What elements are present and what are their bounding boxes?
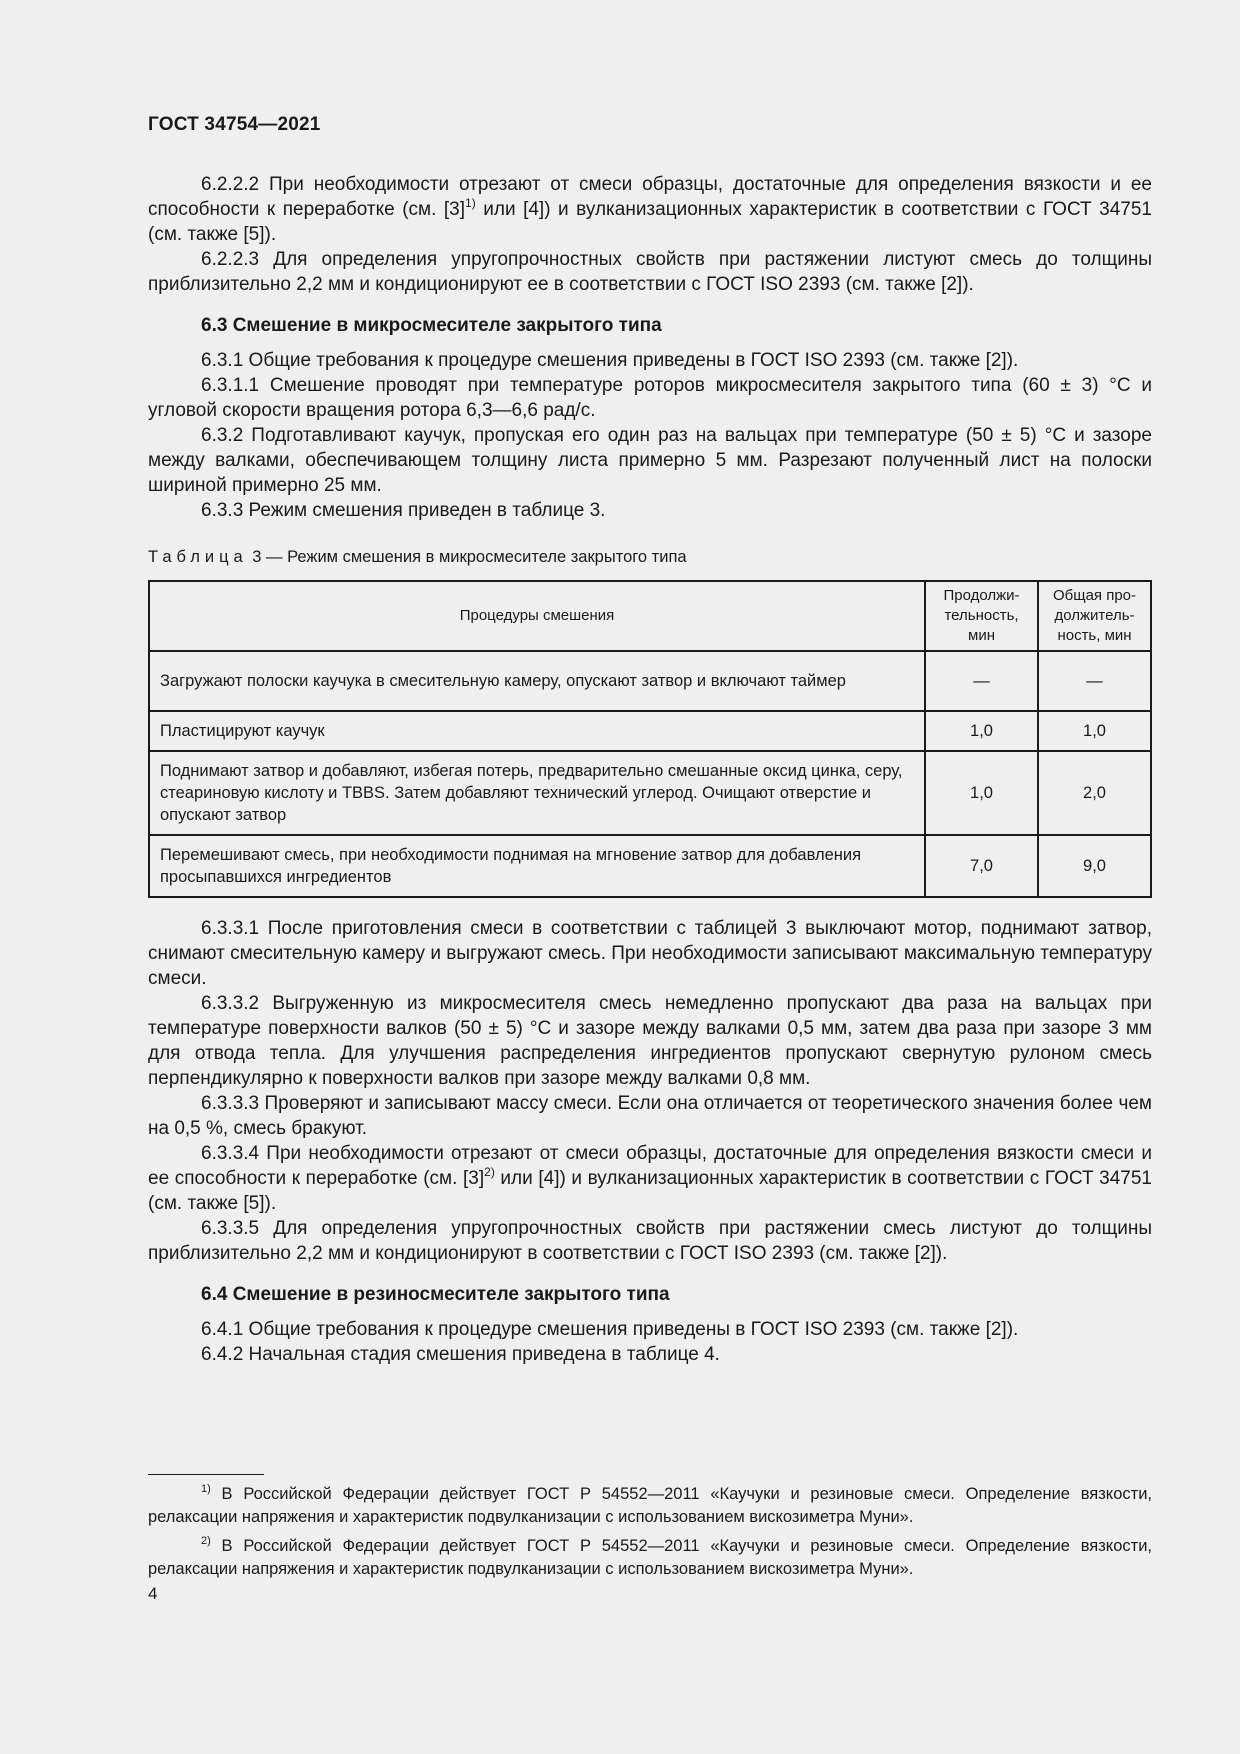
table-caption	[148, 545, 1152, 570]
paragraph-6-3-3: 6.3.3 Режим смешения приведен в таблице 3.	[201, 500, 606, 521]
footnote-ref-2[interactable]: 2)	[484, 1165, 495, 1179]
footnote-mark: 1)	[201, 1483, 211, 1495]
document-header: ГОСТ 34754—2021	[148, 114, 321, 135]
table-caption-label: Таблица	[148, 548, 248, 566]
table-cell: Поднимают затвор и добавляют, избегая потерь, предварительно смешанные оксид цинка, серу, стеариновую кислоту и TBBS. Затем добавляют технический углерод. Очищают отверстие и опускают затвор	[149, 751, 925, 835]
footnote-text: В Российской Федерации действует ГОСТ Р 54552—2011 «Каучуки и резиновые смеси. Определение вязкости, релаксации напряжения и характеристик подвулканизации с использованием вискозиметра Муни».	[148, 1485, 1152, 1526]
paragraph-text: или [4]) и вулканизационных характеристик в соответствии с ГОСТ 34751 (см. также [5]).	[148, 199, 1152, 245]
footnote-2	[148, 1535, 1152, 1581]
footnote-divider	[148, 1474, 264, 1475]
footnote-mark: 2)	[201, 1535, 211, 1547]
paragraph-6-3-3-4	[148, 1141, 1152, 1216]
paragraph-text: или [4]) и вулканизационных характеристик в соответствии с ГОСТ 34751 (см. также [5]).	[148, 1168, 1152, 1214]
footnote-1	[148, 1483, 1152, 1529]
footnote-text: В Российской Федерации действует ГОСТ Р 54552—2011 «Каучуки и резиновые смеси. Определение вязкости, релаксации напряжения и характеристик подвулканизации с использованием вискозиметра Муни».	[148, 1537, 1152, 1578]
mixing-table	[148, 580, 1152, 898]
paragraph-6-3-1-1: 6.3.1.1 Смешение проводят при температуре роторов микросмесителя закрытого типа (60 ± 3) °С и угловой скорости вращения ротора 6,3—6,6 рад/с.	[148, 375, 1152, 421]
table-header-procedures: Процедуры смешения	[149, 581, 925, 651]
body-text	[148, 172, 1152, 1367]
table-row	[149, 835, 1151, 897]
table-row	[149, 651, 1151, 711]
table-cell: 9,0	[1038, 835, 1151, 897]
paragraph-6-2-2-3: 6.2.2.3 Для определения упругопрочностных свойств при растяжении листуют смесь до толщины приблизительно 2,2 мм и кондиционируют ее в соответствии с ГОСТ ISO 2393 (см. также [2]).	[148, 249, 1152, 295]
table-cell: Загружают полоски каучука в смесительную камеру, опускают затвор и включают таймер	[149, 651, 925, 711]
paragraph-text: 6.3.3.4 При необходимости отрезают от смеси образцы, достаточные для определения вязкости смеси и ее способности к переработке (см. [3]	[148, 1143, 1152, 1189]
paragraph-6-3-3-2: 6.3.3.2 Выгруженную из микросмесителя смесь немедленно пропускают два раза на вальцах при температуре поверхности валков (50 ± 5) °С и зазоре между валками 0,5 мм, затем два раза при зазоре 3 мм для отвода тепла. Для улучшения распределения ингредиентов пропускают свернутую рулоном смесь перпендикулярно к поверхности валков при зазоре между валками 0,8 мм.	[148, 993, 1152, 1089]
table-cell: —	[1038, 651, 1151, 711]
table-cell: 2,0	[1038, 751, 1151, 835]
table-cell: Пластицируют каучук	[149, 711, 925, 751]
table-cell: 7,0	[925, 835, 1038, 897]
section-heading-6-3: 6.3 Смешение в микросмесителе закрытого типа	[201, 315, 662, 336]
table-cell: 1,0	[925, 751, 1038, 835]
table-cell: 1,0	[925, 711, 1038, 751]
paragraph-6-3-3-3: 6.3.3.3 Проверяют и записывают массу смеси. Если она отличается от теоретического значения более чем на 0,5 %, смесь бракуют.	[148, 1093, 1152, 1139]
paragraph-6-4-1: 6.4.1 Общие требования к процедуре смешения приведены в ГОСТ ISO 2393 (см. также [2]).	[201, 1319, 1019, 1340]
paragraph-6-2-2-2	[148, 172, 1152, 247]
footnote-ref-1[interactable]: 1)	[465, 196, 476, 210]
section-heading-6-4: 6.4 Смешение в резиносмесителе закрытого типа	[201, 1284, 670, 1305]
table-cell: Перемешивают смесь, при необходимости поднимая на мгновение затвор для добавления просыпавшихся ингредиентов	[149, 835, 925, 897]
table-caption-text: 3 — Режим смешения в микросмесителе закрытого типа	[247, 548, 687, 566]
paragraph-text: 6.2.2.2 При необходимости отрезают от смеси образцы, достаточные для определения вязкости и ее способности к переработке (см. [3]	[148, 174, 1152, 220]
table-row	[149, 751, 1151, 835]
table-header-duration: Продолжи-тельность, мин	[925, 581, 1038, 651]
table-cell: —	[925, 651, 1038, 711]
table-header-total-duration: Общая про-должитель-ность, мин	[1038, 581, 1151, 651]
paragraph-6-3-3-1: 6.3.3.1 После приготовления смеси в соответствии с таблицей 3 выключают мотор, поднимают затвор, снимают смесительную камеру и выгружают смесь. При необходимости записывают максимальную температуру смеси.	[148, 918, 1152, 989]
paragraph-6-3-3-5: 6.3.3.5 Для определения упругопрочностных свойств при растяжении смесь листуют до толщины приблизительно 2,2 мм и кондиционируют в соответствии с ГОСТ ISO 2393 (см. также [2]).	[148, 1218, 1152, 1264]
paragraph-6-4-2: 6.4.2 Начальная стадия смешения приведена в таблице 4.	[201, 1344, 720, 1365]
page-number: 4	[148, 1584, 158, 1603]
table-cell: 1,0	[1038, 711, 1151, 751]
paragraph-6-3-2: 6.3.2 Подготавливают каучук, пропуская его один раз на вальцах при температуре (50 ± 5) °С и зазоре между валками, обеспечивающем толщину листа примерно 5 мм. Разрезают полученный лист на полоски шириной примерно 25 мм.	[148, 425, 1152, 496]
table-row	[149, 711, 1151, 751]
table-header-row	[149, 581, 1151, 651]
paragraph-6-3-1: 6.3.1 Общие требования к процедуре смешения приведены в ГОСТ ISO 2393 (см. также [2]).	[201, 350, 1019, 371]
footnotes	[148, 1474, 1152, 1587]
